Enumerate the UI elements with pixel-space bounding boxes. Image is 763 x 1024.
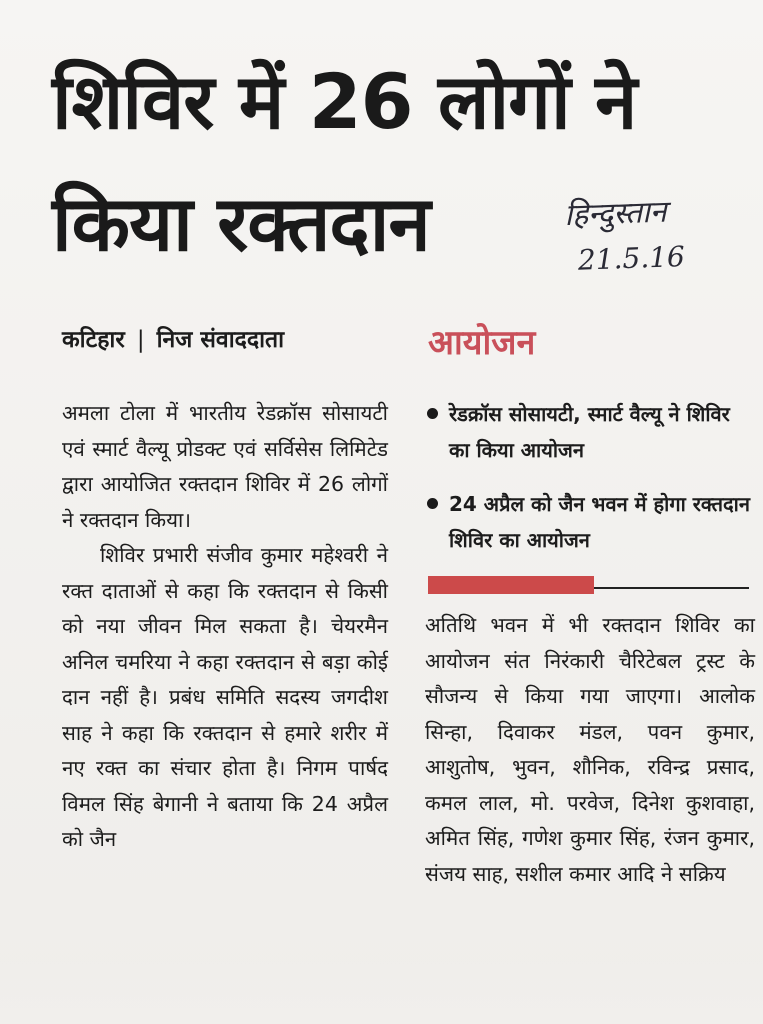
right-body [425,608,755,892]
handwritten-note [564,187,747,277]
dateline-place: कटिहार [62,327,125,353]
bullet-icon [427,498,438,509]
highlight-item [425,486,755,558]
dateline-separator: | [136,327,145,353]
section-divider [425,576,755,596]
paragraph: अमला टोला में भारतीय रेडक्रॉस सोसायटी एवं स्मार्ट वैल्यू प्रोडक्ट एवं सर्विसेस लिमिटेड द्वारा आयोजित रक्तदान शिविर में 26 लोगों ने रक्तदान किया। [62,401,388,532]
handwritten-paper-name: हिन्दुस्तान [563,194,668,234]
bottom-fade [0,954,763,1024]
dateline-source: निज संवाददाता [156,327,285,353]
dateline [62,322,284,354]
divider-line [594,587,749,589]
left-column [62,396,388,858]
paragraph: शिविर प्रभारी संजीव कुमार महेश्वरी ने रक्त दाताओं से कहा कि रक्तदान से किसी को नया जीवन मिल सकता है। चेयरमैन अनिल चमरिया ने कहा रक्तदान से बड़ा कोई दान नहीं है। प्रबंध समिति सदस्य जगदीश साह ने कहा कि रक्तदान से हमारे शरीर में नए रक्त का संचार होता है। निगम पार्षद विमल सिंह बेगानी ने बताया कि 24 अप्रैल को जैन [62,543,388,851]
headline-line-2: किया रक्तदान [52,179,430,268]
highlight-item [425,396,755,468]
headline-line-1: शिविर में 26 लोगों ने [52,57,637,146]
section-tag: आयोजन [428,323,536,363]
bullet-icon [427,408,438,419]
highlights-list [425,396,755,558]
highlight-text: 24 अप्रैल को जैन भवन में होगा रक्तदान शिविर का आयोजन [449,492,750,552]
divider-red-bar [428,576,594,594]
paragraph: अतिथि भवन में भी रक्तदान शिविर का आयोजन संत निरंकारी चैरिटेबल ट्रस्ट के सौजन्य से किया गया जाएगा। आलोक सिन्हा, दिवाकर मंडल, पवन कुमार, आशुतोष, भुवन, शौनिक, रविन्द्र प्रसाद, कमल लाल, मो. परवेज, दिनेश कुशवाहा, अमित सिंह, गणेश कुमार सिंह, रंजन कुमार, संजय साह, सशील कमार आदि ने सक्रिय [425,613,755,886]
right-column [425,396,755,892]
highlight-text: रेडक्रॉस सोसायटी, स्मार्ट वैल्यू ने शिविर का किया आयोजन [449,402,730,462]
handwritten-date: 21.5.16 [577,239,686,277]
